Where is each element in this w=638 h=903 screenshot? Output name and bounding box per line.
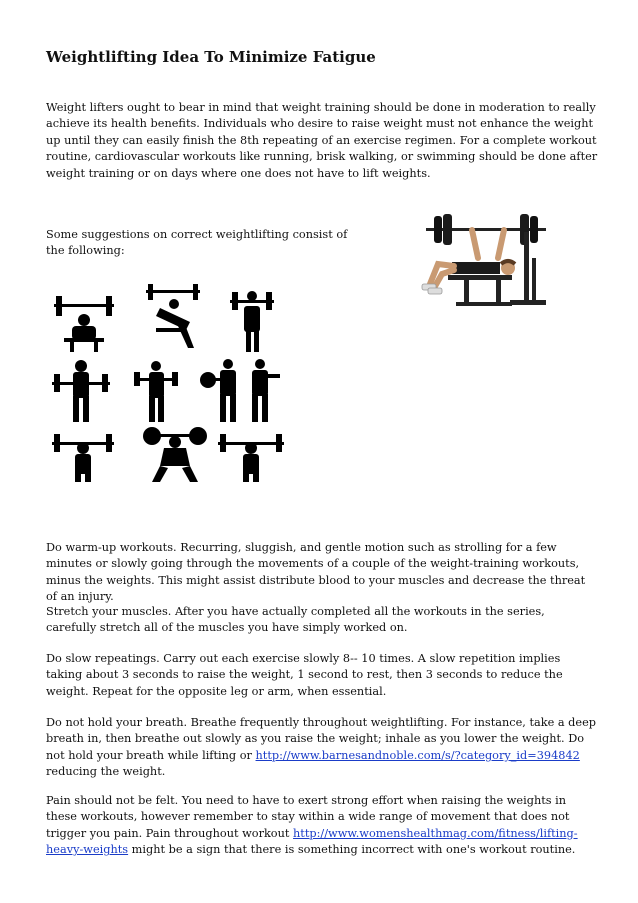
womenshealthmag-link[interactable]: http://www.womenshealthmag.com/fitness/lifting-heavy-weights	[46, 826, 578, 857]
pain-paragraph	[46, 793, 598, 859]
pain-text-before: Pain should not be felt. You need to have to exert strong effort when raising the weights in these workouts, however remember to stay within a wide range of movement that does not trigger you pain. Pain throughout workout	[46, 794, 570, 840]
stretch-paragraph: Stretch your muscles. After you have actually completed all the workouts in the series, carefully stretch all of the muscles you have simply worked on.	[46, 605, 545, 635]
intro-paragraph: Weight lifters ought to bear in mind that weight training should be done in moderation to really achieve its health benefits. Individuals who desire to raise weight must not enhance the weight up until they can easily finish the 8th repeating of an exercise regimen. For a complete workout routine, cardiovascular workouts like running, brisk walking, or swimming should be done after weight training or on days where one does not have to lift weights.	[46, 101, 598, 180]
breath-text-after: reducing the weight.	[46, 765, 166, 779]
page-title: Weightlifting Idea To Minimize Fatigue	[46, 48, 376, 66]
weightlifting-silhouettes-icon	[48, 282, 288, 482]
pain-text-after: might be a sign that there is something incorrect with one's workout routine.	[128, 843, 576, 857]
barnesandnoble-link[interactable]: http://www.barnesandnoble.com/s/?category_id=394842	[255, 748, 580, 762]
breath-paragraph	[46, 715, 598, 781]
bench-press-icon	[412, 198, 560, 310]
suggestions-lead: Some suggestions on correct weightlifting consist of the following:	[46, 228, 348, 258]
warmup-paragraph: Do warm-up workouts. Recurring, sluggish, and gentle motion such as strolling for a few minutes or slowly going through the movements of a couple of the weight-training workouts, minus the weights. This might assist distribute blood to your muscles and decrease the threat of an injury.	[46, 541, 586, 604]
slow-reps-paragraph: Do slow repeatings. Carry out each exercise slowly 8-- 10 times. A slow repetition implies taking about 3 seconds to raise the weight, 1 second to rest, then 3 seconds to reduce the weight. Repeat for the opposite leg or arm, when essential.	[46, 652, 563, 698]
breath-text-before: Do not hold your breath. Breathe frequently throughout weightlifting. For instance, take a deep breath in, then breathe out slowly as you raise the weight; inhale as you lower the weight. Do not hold your breath while lifting or	[46, 716, 597, 762]
